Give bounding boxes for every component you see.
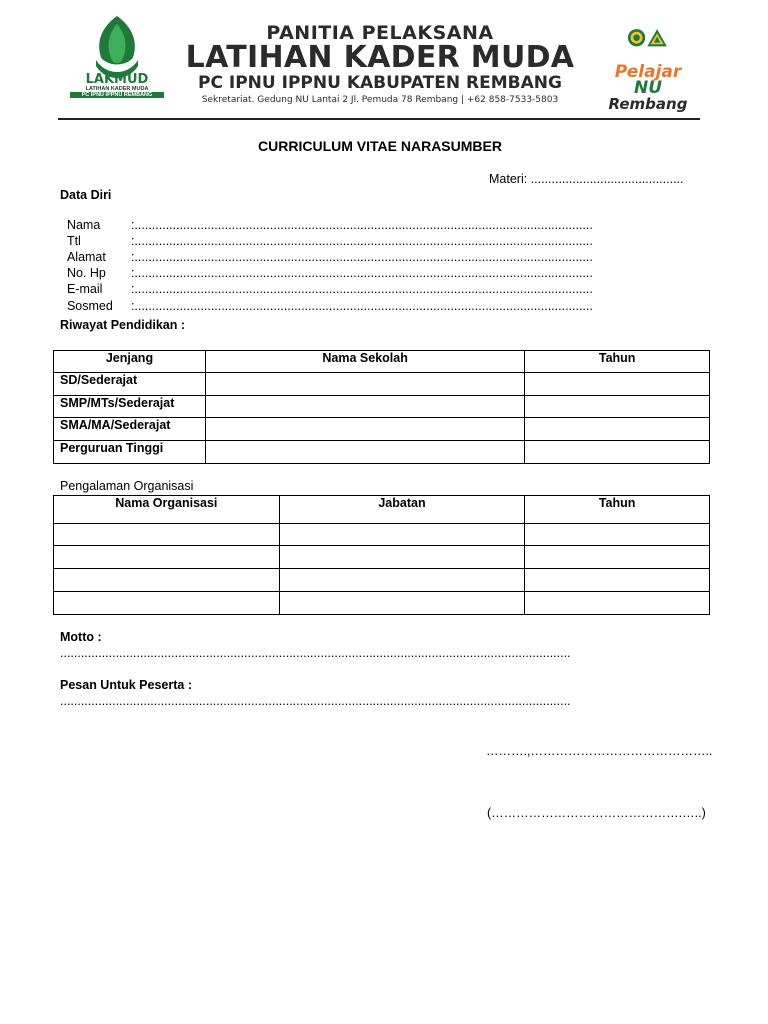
col-header-tahun: Tahun <box>525 496 710 524</box>
header-organization: PC IPNU IPPNU KABUPATEN REMBANG <box>198 73 562 93</box>
header-committee: PANITIA PELAKSANA <box>266 22 494 44</box>
education-table <box>53 350 710 464</box>
cell-nama-organisasi[interactable] <box>54 592 280 615</box>
field-sosmed[interactable] <box>60 285 593 313</box>
header-event-name: LATIHAN KADER MUDA <box>185 40 575 75</box>
col-header-jabatan: Jabatan <box>279 496 525 524</box>
table-row <box>54 373 710 396</box>
place-date-line[interactable]: ……….,…………………………………….. <box>486 744 713 758</box>
cell-tahun[interactable] <box>525 592 710 615</box>
organization-table <box>53 495 710 615</box>
table-header-row <box>54 351 710 373</box>
motto-heading: Motto : <box>60 630 102 644</box>
pesan-heading: Pesan Untuk Peserta : <box>60 678 192 692</box>
lakmud-logo-text: LAKMUD <box>85 72 149 87</box>
cell-jabatan[interactable] <box>279 546 525 569</box>
col-header-nama-organisasi: Nama Organisasi <box>54 496 280 524</box>
field-value[interactable]: :.................................................................................................................................... <box>130 299 593 313</box>
pendidikan-heading: Riwayat Pendidikan : <box>60 318 186 332</box>
motto-line[interactable]: ................................................................................................................................................... <box>60 646 571 660</box>
lakmud-logo-subtitle <box>70 86 164 98</box>
field-label: Ttl <box>66 234 81 248</box>
col-header-jenjang: Jenjang <box>54 351 206 373</box>
field-value[interactable]: :.................................................................................................................................... <box>130 250 593 264</box>
logo-word-rembang: Rembang <box>608 95 688 113</box>
cell-tahun[interactable] <box>525 441 710 464</box>
table-row <box>54 524 710 546</box>
pesan-line[interactable]: ................................................................................................................................................... <box>60 694 571 708</box>
cell-nama-sekolah[interactable] <box>205 396 524 418</box>
cell-tahun[interactable] <box>525 524 710 546</box>
table-row <box>54 396 710 418</box>
cell-tahun[interactable] <box>525 546 710 569</box>
row-jenjang: SMA/MA/Sederajat <box>54 418 206 441</box>
cell-nama-organisasi[interactable] <box>54 524 280 546</box>
signature-name-line[interactable]: (……………………………………….…..) <box>487 806 706 820</box>
col-header-nama-sekolah: Nama Sekolah <box>205 351 524 373</box>
table-row <box>54 592 710 615</box>
table-row <box>54 546 710 569</box>
cell-tahun[interactable] <box>525 373 710 396</box>
cell-nama-organisasi[interactable] <box>54 546 280 569</box>
cell-nama-sekolah[interactable] <box>205 418 524 441</box>
header-address: Sekretariat. Gedung NU Lantai 2 Jl. Pemuda 78 Rembang | +62 858-7533-5803 <box>201 95 559 105</box>
field-value[interactable]: :.................................................................................................................................... <box>130 266 593 280</box>
table-row <box>54 418 710 441</box>
cell-nama-organisasi[interactable] <box>54 569 280 592</box>
header-divider <box>58 118 700 120</box>
field-value[interactable]: :.................................................................................................................................... <box>130 218 593 232</box>
page-title: CURRICULUM VITAE NARASUMBER <box>258 138 502 154</box>
logo-word-nu: NU <box>633 78 663 98</box>
cell-tahun[interactable] <box>525 418 710 441</box>
logo-word-pelajar: Pelajar <box>614 62 682 82</box>
table-row <box>54 441 710 464</box>
field-label: No. Hp <box>66 266 106 280</box>
field-label: Sosmed <box>66 299 113 313</box>
cell-nama-sekolah[interactable] <box>205 441 524 464</box>
col-header-tahun: Tahun <box>525 351 710 373</box>
field-value[interactable]: :.................................................................................................................................... <box>130 234 593 248</box>
organisasi-heading: Pengalaman Organisasi <box>60 479 194 493</box>
cell-jabatan[interactable] <box>279 592 525 615</box>
cell-tahun[interactable] <box>525 396 710 418</box>
table-row <box>54 569 710 592</box>
row-jenjang: SD/Sederajat <box>54 373 206 396</box>
table-header-row <box>54 496 710 524</box>
cell-jabatan[interactable] <box>279 569 525 592</box>
field-label: Alamat <box>66 250 106 264</box>
lakmud-sub-line2: PC IPNU IPPNU REMBANG <box>70 92 164 98</box>
row-jenjang: Perguruan Tinggi <box>54 441 206 464</box>
cell-jabatan[interactable] <box>279 524 525 546</box>
field-label: E-mail <box>66 282 103 296</box>
lakmud-sub-line1: LATIHAN KADER MUDA <box>85 86 149 92</box>
pelajar-nu-rembang-logo <box>600 64 696 112</box>
field-value[interactable]: :.................................................................................................................................... <box>130 282 593 296</box>
cell-nama-sekolah[interactable] <box>205 373 524 396</box>
data-diri-heading: Data Diri <box>60 188 112 202</box>
cell-tahun[interactable] <box>525 569 710 592</box>
materi-field[interactable]: Materi: ............................................ <box>489 172 684 186</box>
row-jenjang: SMP/MTs/Sederajat <box>54 396 206 418</box>
field-label: Nama <box>66 218 101 232</box>
